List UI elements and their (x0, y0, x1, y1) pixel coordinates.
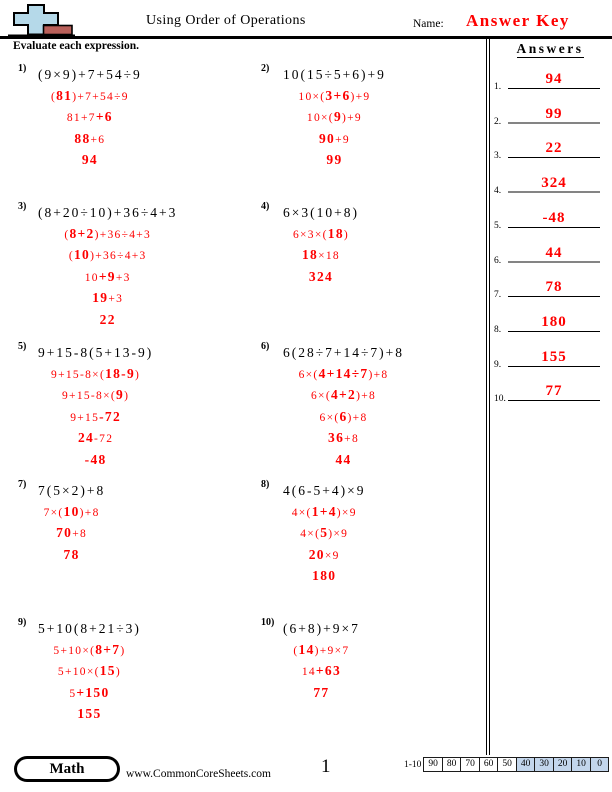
solution-step: 5+10×(8+7) (53, 641, 126, 657)
solution-step: 9+15-8×(9) (61, 387, 130, 402)
problem-block (283, 619, 360, 704)
problem-number: 5) (18, 341, 27, 352)
score-cell: 20 (553, 757, 573, 772)
solution-step: 70+8 (56, 525, 88, 540)
problem-expression: 6(28÷7+14÷7)+8 (283, 345, 405, 360)
answer-value: 99 (545, 105, 563, 122)
solution-step: 90+9 (318, 130, 350, 146)
answer-row (494, 167, 606, 197)
answer-row (494, 98, 606, 127)
solution-step: 9+15-8×(18-9) (51, 365, 141, 381)
solution-step: 19+3 (92, 290, 124, 305)
problem-number: 2) (261, 63, 270, 74)
solution-step: 324 (308, 268, 334, 284)
solution-step: 77 (313, 684, 330, 700)
solution-step: 5+150 (69, 684, 110, 700)
answer-value: 324 (541, 175, 567, 192)
score-range-label: 1-10 (404, 759, 422, 770)
answer-underline (508, 227, 600, 228)
answer-number: 7. (494, 290, 502, 301)
answer-number: 2. (494, 116, 502, 127)
problem-expression: 9+15-8(5+13-9) (38, 345, 154, 360)
problem-number: 1) (18, 63, 27, 74)
problem-expression: 5+10(8+21÷3) (38, 621, 141, 636)
answer-value: 78 (545, 279, 563, 296)
score-cell: 40 (516, 757, 536, 772)
solution-step: 88+6 (74, 130, 106, 146)
answer-underline (508, 331, 600, 332)
solution-step: 20×9 (308, 546, 340, 562)
score-cell: 60 (479, 757, 499, 772)
problem-expression: (8+20÷10)+36÷4+3 (38, 205, 178, 220)
solution-step: 4×(1+4)×9 (291, 503, 357, 519)
problem-number: 8) (261, 479, 270, 490)
score-cell: 10 (571, 757, 591, 772)
answer-value: -48 (542, 209, 566, 226)
answer-underline (508, 88, 600, 89)
solution-step: 10×(3+6)+9 (298, 87, 371, 103)
solution-step: 6×(4+14÷7)+8 (298, 365, 389, 381)
solution-step: 6×(4+2)+8 (311, 387, 377, 402)
score-cell: 50 (497, 757, 517, 772)
solution-step: 22 (99, 311, 116, 327)
answer-row (494, 306, 606, 335)
score-cell: 80 (442, 757, 462, 772)
problem-block (38, 65, 142, 172)
problem-number: 4) (261, 201, 270, 212)
answer-row (494, 271, 606, 301)
solution-step: (8+2)+36÷4+3 (64, 225, 152, 241)
problem-block (38, 343, 153, 471)
worksheet-title: Using Order of Operations (146, 13, 306, 28)
answer-number: 10. (494, 394, 506, 405)
header-divider (0, 36, 612, 39)
problem-block (283, 481, 365, 588)
problem-number: 7) (18, 479, 27, 490)
answer-underline (508, 157, 600, 158)
answer-row (494, 237, 606, 266)
solution-step: 94 (81, 152, 98, 167)
solution-step: 6×(6)+8 (319, 408, 368, 424)
answer-value: 155 (541, 348, 567, 365)
subject-badge (14, 756, 120, 782)
answers-heading-label: Answers (516, 41, 584, 56)
problem-number: 10) (261, 617, 275, 628)
score-table (404, 757, 609, 772)
problem-block (38, 481, 105, 566)
problem-number: 9) (18, 617, 27, 628)
answer-row (494, 375, 606, 405)
solution-step: 81+7+6 (66, 109, 113, 124)
answer-value: 77 (545, 383, 563, 400)
name-label: Name: (413, 18, 444, 30)
answer-underline (508, 366, 600, 367)
score-cell: 30 (534, 757, 554, 772)
answer-number: 4. (494, 186, 502, 197)
answer-value: 180 (541, 313, 567, 330)
problem-number: 3) (18, 201, 27, 212)
answer-value: 44 (545, 244, 563, 261)
score-cell: 90 (423, 757, 443, 772)
solution-step: 6×3×(18) (292, 225, 350, 241)
answer-row (494, 341, 606, 370)
solution-step: 99 (326, 152, 343, 167)
problem-expression: 10(15÷5+6)+9 (283, 67, 386, 82)
solution-step: 7×(10)+8 (43, 503, 100, 519)
answers-heading (492, 40, 608, 58)
solution-step: 9+15-72 (70, 408, 122, 424)
answer-number: 1. (494, 82, 502, 92)
solution-step: 10×(9)+9 (306, 109, 362, 124)
answer-underline (508, 296, 600, 297)
answer-row (494, 132, 606, 162)
answers-divider (486, 38, 490, 755)
answer-number: 3. (494, 151, 502, 162)
problem-number: 6) (261, 341, 270, 352)
answer-underline (508, 400, 600, 401)
problem-expression: 6×3(10+8) (283, 205, 359, 220)
solution-step: -48 (84, 451, 107, 467)
problem-block (283, 343, 404, 471)
solution-step: 4×(5)×9 (300, 525, 349, 540)
problem-block (283, 203, 359, 288)
page-number: 1 (321, 756, 331, 777)
answer-row (494, 63, 606, 92)
score-cell: 0 (590, 757, 610, 772)
solution-step: (81)+7+54÷9 (50, 87, 129, 103)
subject-badge-label: Math (17, 759, 117, 779)
problem-block (283, 65, 386, 172)
answer-value: 22 (545, 140, 563, 157)
solution-step: 5+10×(15) (57, 663, 121, 678)
problem-block (38, 619, 141, 726)
solution-step: (10)+36÷4+3 (68, 247, 147, 262)
problem-block (38, 203, 177, 331)
problem-expression: 7(5×2)+8 (38, 483, 106, 498)
answer-number: 9. (494, 359, 502, 370)
solution-step: 44 (335, 451, 352, 467)
problem-expression: (9×9)+7+54÷9 (38, 67, 142, 82)
answer-number: 5. (494, 220, 502, 231)
answer-number: 6. (494, 255, 502, 266)
solution-step: 180 (312, 568, 337, 583)
name-value: Answer Key (466, 11, 570, 30)
solution-step: 10+9+3 (84, 268, 131, 284)
solution-step: 155 (77, 706, 102, 721)
solution-step: 78 (63, 546, 80, 562)
math-plus-logo-icon (8, 1, 88, 41)
problem-expression: (6+8)+9×7 (283, 621, 360, 636)
score-cell: 70 (460, 757, 480, 772)
solution-step: 36+8 (328, 430, 359, 445)
solution-step: 14+63 (301, 663, 342, 678)
solution-step: (14)+9×7 (293, 641, 350, 657)
solution-step: 24-72 (77, 430, 114, 445)
instruction-text: Evaluate each expression. (13, 40, 139, 52)
problem-expression: 4(6-5+4)×9 (283, 483, 366, 498)
answer-number: 8. (494, 324, 502, 335)
solution-step: 18×18 (301, 247, 340, 262)
answer-value: 94 (545, 71, 563, 87)
website-link: www.CommonCoreSheets.com (126, 768, 271, 780)
answer-row (494, 202, 606, 231)
